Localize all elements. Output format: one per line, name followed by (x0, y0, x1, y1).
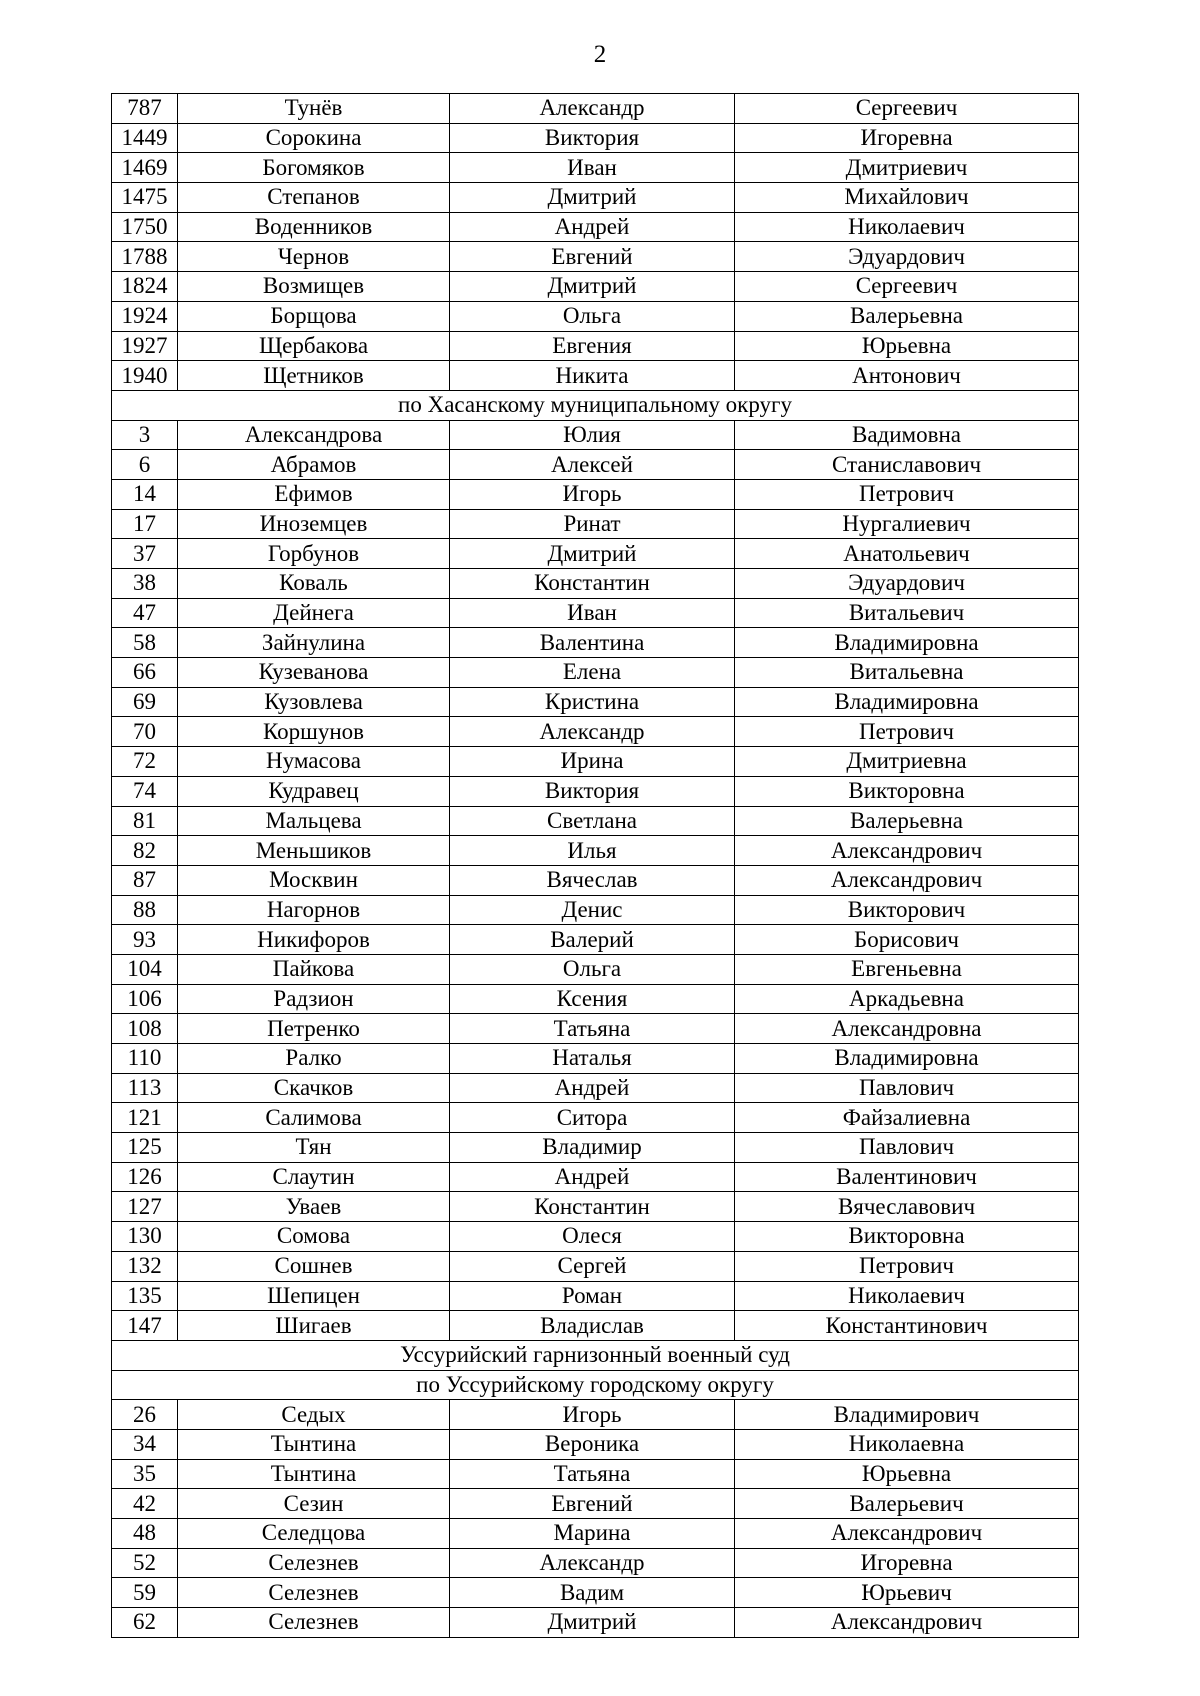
patronymic-cell: Борисович (735, 925, 1079, 955)
roster-table (111, 93, 1079, 1638)
patronymic-cell: Эдуардович (735, 242, 1079, 272)
row-number-cell: 1927 (112, 331, 178, 361)
first-name-cell: Ольга (450, 954, 735, 984)
patronymic-cell: Игоревна (735, 1548, 1079, 1578)
patronymic-cell: Александрович (735, 1519, 1079, 1549)
last-name-cell: Зайнулина (178, 628, 450, 658)
last-name-cell: Кудравец (178, 776, 450, 806)
row-number-cell: 1475 (112, 183, 178, 213)
first-name-cell: Игорь (450, 479, 735, 509)
row-number-cell: 1824 (112, 272, 178, 302)
row-number-cell: 132 (112, 1251, 178, 1281)
first-name-cell: Вячеслав (450, 865, 735, 895)
row-number-cell: 70 (112, 717, 178, 747)
table-row (112, 301, 1079, 331)
last-name-cell: Радзион (178, 984, 450, 1014)
table-row (112, 687, 1079, 717)
table-row (112, 1014, 1079, 1044)
last-name-cell: Возмищев (178, 272, 450, 302)
patronymic-cell: Дмитриевна (735, 747, 1079, 777)
table-row (112, 1044, 1079, 1074)
table-row (112, 1400, 1079, 1430)
row-number-cell: 127 (112, 1192, 178, 1222)
patronymic-cell: Валерьевна (735, 301, 1079, 331)
first-name-cell: Владислав (450, 1311, 735, 1341)
table-row (112, 658, 1079, 688)
row-number-cell: 125 (112, 1133, 178, 1163)
table-row (112, 836, 1079, 866)
last-name-cell: Селезнев (178, 1608, 450, 1638)
table-row (112, 895, 1079, 925)
row-number-cell: 48 (112, 1519, 178, 1549)
row-number-cell: 66 (112, 658, 178, 688)
first-name-cell: Александр (450, 1548, 735, 1578)
section-header-row (112, 390, 1079, 420)
table-row (112, 1073, 1079, 1103)
first-name-cell: Никита (450, 361, 735, 391)
table-row (112, 1429, 1079, 1459)
last-name-cell: Сезин (178, 1489, 450, 1519)
patronymic-cell: Витальевна (735, 658, 1079, 688)
last-name-cell: Меньшиков (178, 836, 450, 866)
patronymic-cell: Викторовна (735, 776, 1079, 806)
first-name-cell: Евгений (450, 1489, 735, 1519)
last-name-cell: Тынтина (178, 1429, 450, 1459)
row-number-cell: 17 (112, 509, 178, 539)
first-name-cell: Владимир (450, 1133, 735, 1163)
first-name-cell: Елена (450, 658, 735, 688)
row-number-cell: 147 (112, 1311, 178, 1341)
first-name-cell: Татьяна (450, 1014, 735, 1044)
table-row (112, 1133, 1079, 1163)
row-number-cell: 1449 (112, 123, 178, 153)
patronymic-cell: Викторовна (735, 1222, 1079, 1252)
patronymic-cell: Николаевна (735, 1429, 1079, 1459)
last-name-cell: Москвин (178, 865, 450, 895)
first-name-cell: Виктория (450, 776, 735, 806)
row-number-cell: 106 (112, 984, 178, 1014)
last-name-cell: Кузовлева (178, 687, 450, 717)
table-row (112, 1162, 1079, 1192)
table-row (112, 1519, 1079, 1549)
patronymic-cell: Нургалиевич (735, 509, 1079, 539)
table-row (112, 1222, 1079, 1252)
first-name-cell: Александр (450, 94, 735, 124)
first-name-cell: Вадим (450, 1578, 735, 1608)
table-row (112, 331, 1079, 361)
first-name-cell: Дмитрий (450, 1608, 735, 1638)
patronymic-cell: Павлович (735, 1133, 1079, 1163)
patronymic-cell: Вадимовна (735, 420, 1079, 450)
row-number-cell: 69 (112, 687, 178, 717)
patronymic-cell: Валерьевич (735, 1489, 1079, 1519)
first-name-cell: Ксения (450, 984, 735, 1014)
row-number-cell: 121 (112, 1103, 178, 1133)
last-name-cell: Дейнега (178, 598, 450, 628)
last-name-cell: Сорокина (178, 123, 450, 153)
last-name-cell: Шигаев (178, 1311, 450, 1341)
row-number-cell: 47 (112, 598, 178, 628)
table-row (112, 776, 1079, 806)
first-name-cell: Валерий (450, 925, 735, 955)
patronymic-cell: Петрович (735, 1251, 1079, 1281)
last-name-cell: Тян (178, 1133, 450, 1163)
table-row (112, 212, 1079, 242)
row-number-cell: 3 (112, 420, 178, 450)
first-name-cell: Иван (450, 153, 735, 183)
first-name-cell: Марина (450, 1519, 735, 1549)
table-row (112, 1489, 1079, 1519)
row-number-cell: 81 (112, 806, 178, 836)
patronymic-cell: Валерьевна (735, 806, 1079, 836)
first-name-cell: Ринат (450, 509, 735, 539)
table-row (112, 954, 1079, 984)
patronymic-cell: Константинович (735, 1311, 1079, 1341)
patronymic-cell: Дмитриевич (735, 153, 1079, 183)
patronymic-cell: Петрович (735, 479, 1079, 509)
patronymic-cell: Вячеславович (735, 1192, 1079, 1222)
last-name-cell: Борщова (178, 301, 450, 331)
last-name-cell: Слаутин (178, 1162, 450, 1192)
last-name-cell: Александрова (178, 420, 450, 450)
last-name-cell: Нумасова (178, 747, 450, 777)
row-number-cell: 42 (112, 1489, 178, 1519)
row-number-cell: 1940 (112, 361, 178, 391)
table-row (112, 272, 1079, 302)
last-name-cell: Степанов (178, 183, 450, 213)
table-row (112, 628, 1079, 658)
first-name-cell: Дмитрий (450, 183, 735, 213)
row-number-cell: 93 (112, 925, 178, 955)
first-name-cell: Олеся (450, 1222, 735, 1252)
table-row (112, 925, 1079, 955)
row-number-cell: 6 (112, 450, 178, 480)
last-name-cell: Щербакова (178, 331, 450, 361)
patronymic-cell: Александровна (735, 1014, 1079, 1044)
row-number-cell: 82 (112, 836, 178, 866)
first-name-cell: Илья (450, 836, 735, 866)
row-number-cell: 37 (112, 539, 178, 569)
roster-table-body (112, 94, 1079, 1638)
first-name-cell: Юлия (450, 420, 735, 450)
patronymic-cell: Станиславович (735, 450, 1079, 480)
last-name-cell: Уваев (178, 1192, 450, 1222)
table-row (112, 1548, 1079, 1578)
table-row (112, 509, 1079, 539)
table-row (112, 569, 1079, 599)
table-row (112, 1578, 1079, 1608)
first-name-cell: Андрей (450, 1073, 735, 1103)
row-number-cell: 126 (112, 1162, 178, 1192)
last-name-cell: Щетников (178, 361, 450, 391)
table-row (112, 94, 1079, 124)
row-number-cell: 52 (112, 1548, 178, 1578)
patronymic-cell: Владимировна (735, 1044, 1079, 1074)
patronymic-cell: Анатольевич (735, 539, 1079, 569)
table-row (112, 1103, 1079, 1133)
last-name-cell: Сошнев (178, 1251, 450, 1281)
section-header: по Хасанскому муниципальному округу (112, 390, 1079, 420)
row-number-cell: 88 (112, 895, 178, 925)
patronymic-cell: Юрьевна (735, 331, 1079, 361)
row-number-cell: 110 (112, 1044, 178, 1074)
last-name-cell: Сомова (178, 1222, 450, 1252)
first-name-cell: Дмитрий (450, 539, 735, 569)
first-name-cell: Андрей (450, 1162, 735, 1192)
first-name-cell: Константин (450, 569, 735, 599)
patronymic-cell: Александрович (735, 865, 1079, 895)
patronymic-cell: Юрьевич (735, 1578, 1079, 1608)
last-name-cell: Кузеванова (178, 658, 450, 688)
row-number-cell: 62 (112, 1608, 178, 1638)
last-name-cell: Иноземцев (178, 509, 450, 539)
patronymic-cell: Валентинович (735, 1162, 1079, 1192)
first-name-cell: Игорь (450, 1400, 735, 1430)
table-row (112, 479, 1079, 509)
table-row (112, 153, 1079, 183)
patronymic-cell: Витальевич (735, 598, 1079, 628)
patronymic-cell: Файзалиевна (735, 1103, 1079, 1133)
first-name-cell: Евгения (450, 331, 735, 361)
patronymic-cell: Александрович (735, 1608, 1079, 1638)
row-number-cell: 34 (112, 1429, 178, 1459)
table-row (112, 420, 1079, 450)
patronymic-cell: Игоревна (735, 123, 1079, 153)
patronymic-cell: Петрович (735, 717, 1079, 747)
section-header-row (112, 1340, 1079, 1370)
last-name-cell: Чернов (178, 242, 450, 272)
first-name-cell: Константин (450, 1192, 735, 1222)
patronymic-cell: Владимирович (735, 1400, 1079, 1430)
table-row (112, 539, 1079, 569)
patronymic-cell: Владимировна (735, 628, 1079, 658)
last-name-cell: Мальцева (178, 806, 450, 836)
patronymic-cell: Антонович (735, 361, 1079, 391)
patronymic-cell: Сергеевич (735, 272, 1079, 302)
patronymic-cell: Эдуардович (735, 569, 1079, 599)
first-name-cell: Татьяна (450, 1459, 735, 1489)
table-row (112, 747, 1079, 777)
first-name-cell: Сергей (450, 1251, 735, 1281)
table-row (112, 598, 1079, 628)
row-number-cell: 38 (112, 569, 178, 599)
row-number-cell: 26 (112, 1400, 178, 1430)
last-name-cell: Ралко (178, 1044, 450, 1074)
first-name-cell: Алексей (450, 450, 735, 480)
first-name-cell: Дмитрий (450, 272, 735, 302)
last-name-cell: Тынтина (178, 1459, 450, 1489)
last-name-cell: Воденников (178, 212, 450, 242)
last-name-cell: Салимова (178, 1103, 450, 1133)
last-name-cell: Селезнев (178, 1578, 450, 1608)
last-name-cell: Селедцова (178, 1519, 450, 1549)
first-name-cell: Вероника (450, 1429, 735, 1459)
row-number-cell: 1469 (112, 153, 178, 183)
table-row (112, 242, 1079, 272)
row-number-cell: 14 (112, 479, 178, 509)
table-row (112, 361, 1079, 391)
row-number-cell: 130 (112, 1222, 178, 1252)
first-name-cell: Роман (450, 1281, 735, 1311)
last-name-cell: Горбунов (178, 539, 450, 569)
patronymic-cell: Аркадьевна (735, 984, 1079, 1014)
first-name-cell: Виктория (450, 123, 735, 153)
table-row (112, 806, 1079, 836)
table-row (112, 1608, 1079, 1638)
last-name-cell: Шепицен (178, 1281, 450, 1311)
patronymic-cell: Павлович (735, 1073, 1079, 1103)
table-row (112, 984, 1079, 1014)
last-name-cell: Седых (178, 1400, 450, 1430)
last-name-cell: Богомяков (178, 153, 450, 183)
patronymic-cell: Николаевич (735, 212, 1079, 242)
last-name-cell: Пайкова (178, 954, 450, 984)
row-number-cell: 87 (112, 865, 178, 895)
row-number-cell: 72 (112, 747, 178, 777)
table-row (112, 1281, 1079, 1311)
row-number-cell: 135 (112, 1281, 178, 1311)
section-header-row (112, 1370, 1079, 1400)
last-name-cell: Нагорнов (178, 895, 450, 925)
patronymic-cell: Юрьевна (735, 1459, 1079, 1489)
row-number-cell: 787 (112, 94, 178, 124)
first-name-cell: Александр (450, 717, 735, 747)
patronymic-cell: Александрович (735, 836, 1079, 866)
table-row (112, 1192, 1079, 1222)
table-row (112, 1459, 1079, 1489)
first-name-cell: Ирина (450, 747, 735, 777)
row-number-cell: 58 (112, 628, 178, 658)
patronymic-cell: Николаевич (735, 1281, 1079, 1311)
row-number-cell: 35 (112, 1459, 178, 1489)
first-name-cell: Ситора (450, 1103, 735, 1133)
table-row (112, 717, 1079, 747)
patronymic-cell: Евгеньевна (735, 954, 1079, 984)
last-name-cell: Коваль (178, 569, 450, 599)
table-row (112, 865, 1079, 895)
section-header: по Уссурийскому городскому округу (112, 1370, 1079, 1400)
section-header: Уссурийский гарнизонный военный суд (112, 1340, 1079, 1370)
row-number-cell: 108 (112, 1014, 178, 1044)
row-number-cell: 74 (112, 776, 178, 806)
row-number-cell: 113 (112, 1073, 178, 1103)
row-number-cell: 1788 (112, 242, 178, 272)
patronymic-cell: Сергеевич (735, 94, 1079, 124)
page-number: 2 (593, 41, 607, 68)
last-name-cell: Никифоров (178, 925, 450, 955)
first-name-cell: Денис (450, 895, 735, 925)
row-number-cell: 1924 (112, 301, 178, 331)
table-row (112, 450, 1079, 480)
last-name-cell: Скачков (178, 1073, 450, 1103)
first-name-cell: Валентина (450, 628, 735, 658)
last-name-cell: Коршунов (178, 717, 450, 747)
first-name-cell: Иван (450, 598, 735, 628)
row-number-cell: 104 (112, 954, 178, 984)
last-name-cell: Петренко (178, 1014, 450, 1044)
patronymic-cell: Михайлович (735, 183, 1079, 213)
last-name-cell: Тунёв (178, 94, 450, 124)
last-name-cell: Селезнев (178, 1548, 450, 1578)
patronymic-cell: Владимировна (735, 687, 1079, 717)
first-name-cell: Наталья (450, 1044, 735, 1074)
first-name-cell: Кристина (450, 687, 735, 717)
table-row (112, 123, 1079, 153)
first-name-cell: Светлана (450, 806, 735, 836)
first-name-cell: Ольга (450, 301, 735, 331)
table-row (112, 1251, 1079, 1281)
first-name-cell: Евгений (450, 242, 735, 272)
last-name-cell: Абрамов (178, 450, 450, 480)
last-name-cell: Ефимов (178, 479, 450, 509)
patronymic-cell: Викторович (735, 895, 1079, 925)
table-row (112, 183, 1079, 213)
row-number-cell: 1750 (112, 212, 178, 242)
first-name-cell: Андрей (450, 212, 735, 242)
table-row (112, 1311, 1079, 1341)
row-number-cell: 59 (112, 1578, 178, 1608)
